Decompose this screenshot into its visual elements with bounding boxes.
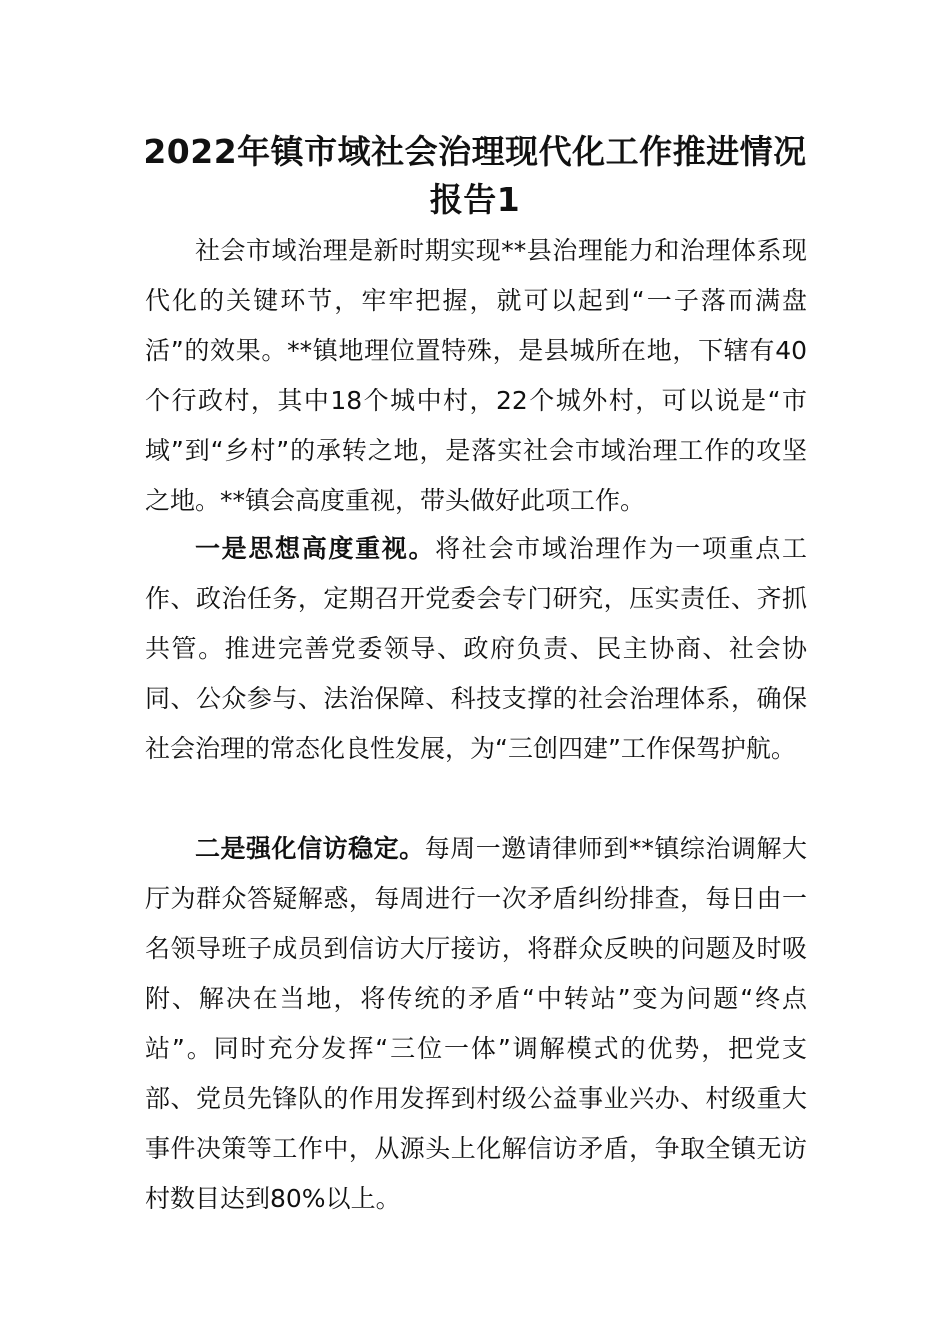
paragraph-ideology [145,524,807,774]
paragraph-petition [145,824,807,1224]
paragraph-petition-text: 每周一邀请律师到**镇综治调解大厅为群众答疑解惑，每周进行一次矛盾纠纷排查，每日由一名领导班子成员到信访大厅接访，将群众反映的问题及时吸附、解决在当地，将传统的矛盾“中转站”变为问题“终点站”。同时充分发挥“三位一体”调解模式的优势，把党支部、党员先锋队的作用发挥到村级公益事业兴办、村级重大事件决策等工作中，从源头上化解信访矛盾，争取全镇无访村数目达到80%以上。 [145,834,807,1213]
document-title: 2022年镇市域社会治理现代化工作推进情况报告1 [143,132,807,219]
paragraph-petition-lead: 二是强化信访稳定。 [195,834,425,863]
paragraph-ideology-text: 将社会市域治理作为一项重点工作、政治任务，定期召开党委会专门研究，压实责任、齐抓共管。推进完善党委领导、政府负责、民主协商、社会协同、公众参与、法治保障、科技支撑的社会治理体系，确保社会治理的常态化良性发展，为“三创四建”工作保驾护航。 [145,534,807,763]
paragraph-intro [145,226,807,526]
paragraph-intro-text: 社会市域治理是新时期实现**县治理能力和治理体系现代化的关键环节，牢牢把握，就可以起到“一子落而满盘活”的效果。**镇地理位置特殊，是县城所在地，下辖有40个行政村，其中18个城中村，22个城外村，可以说是“市域”到“乡村”的承转之地，是落实社会市域治理工作的攻坚之地。**镇会高度重视，带头做好此项工作。 [145,236,807,515]
paragraph-ideology-lead: 一是思想高度重视。 [195,534,436,563]
